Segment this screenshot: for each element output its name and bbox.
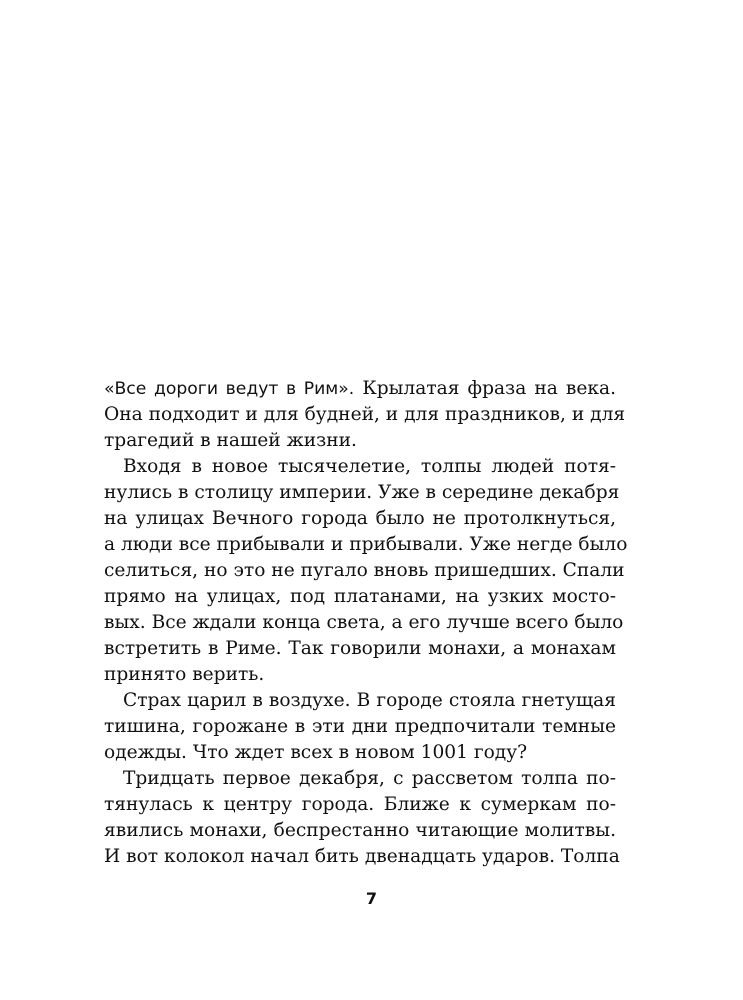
text-line: Входя в новое тысячелетие, толпы людей потя- <box>123 456 616 477</box>
text-line: Тридцать первое декабря, с рассветом толпа по- <box>123 768 616 789</box>
text-line: одежды. Что ждет всех в новом 1001 году? <box>104 742 528 763</box>
text-line: селиться, но это не пугало вновь пришедших. Спали <box>104 560 625 581</box>
text-line: принято верить. <box>104 664 265 685</box>
text-segment: Крылатая фраза на века. <box>354 378 616 399</box>
text-line: трагедий в нашей жизни. <box>104 430 357 451</box>
text-line: Страх царил в воздухе. В городе стояла гнетущая <box>123 690 616 711</box>
text-line: вых. Все ждали конца света, а его лучше всего было <box>104 612 624 633</box>
text-line: тянулась к центру города. Ближе к сумеркам по- <box>104 794 616 815</box>
text-line: встретить в Риме. Так говорили монахи, а монахам <box>104 638 616 659</box>
text-line: на улицах Вечного города было не протолкнуться, <box>104 508 616 529</box>
text-line: нулись в столицу империи. Уже в середине декабря <box>104 482 620 503</box>
text-line: прямо на улицах, под платанами, на узких мосто- <box>104 586 616 607</box>
epigraph-quote: «Все дороги ведут в Рим». <box>104 379 355 399</box>
text-line: а люди все прибывали и прибывали. Уже негде было <box>104 534 628 555</box>
page-number: 7 <box>365 889 378 908</box>
text-line: И вот колокол начал бить двенадцать ударов. Толпа <box>104 846 620 867</box>
body-text <box>104 376 628 870</box>
text-line <box>104 376 616 402</box>
text-line: тишина, горожане в эти дни предпочитали темные <box>104 716 616 737</box>
text-line: Она подходит и для будней, и для праздников, и для <box>104 404 626 425</box>
text-line: явились монахи, беспрестанно читающие молитвы. <box>104 820 616 841</box>
